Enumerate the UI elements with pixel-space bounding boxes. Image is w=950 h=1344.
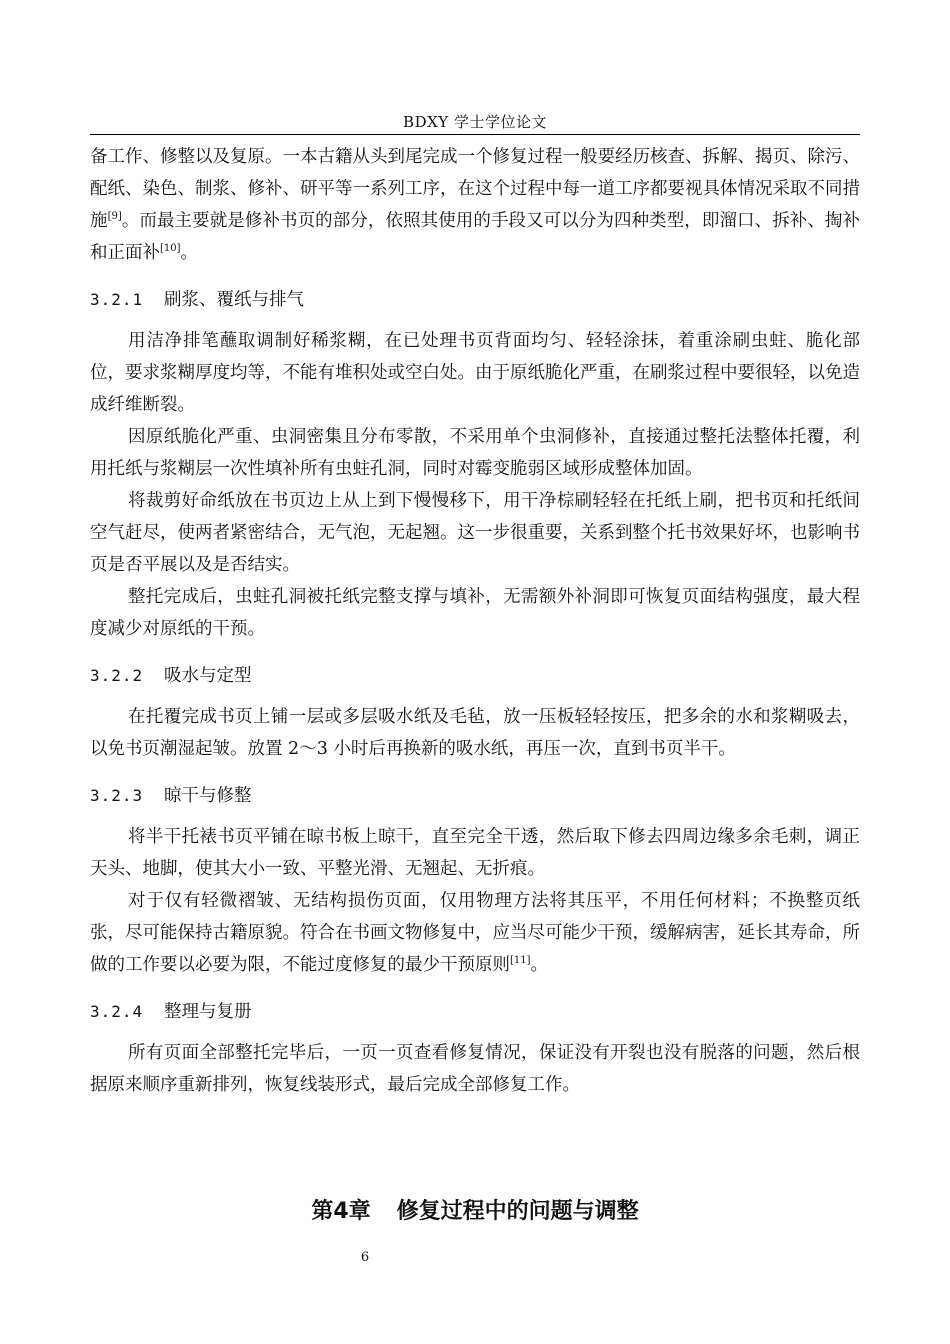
section-heading-3-2-3: [90, 785, 860, 807]
section-heading-3-2-1: [90, 289, 860, 311]
paragraph: 将裁剪好命纸放在书页边上从上到下慢慢移下，用干净棕刷轻轻在托纸上刷，把书页和托纸间空气赶尽，使两者紧密结合，无气泡，无起翘。这一步很重要，关系到整个托书效果好坏，也影响书页是否平展以及是否结实。: [90, 491, 860, 575]
spacer: [90, 645, 860, 665]
section-title: 吸水与定型: [164, 666, 252, 686]
paragraph-end: 。: [530, 955, 549, 975]
running-header: BDXY 学士学位论文: [403, 113, 547, 131]
section-number: 3.2.3: [90, 786, 144, 805]
header-rule: [90, 134, 860, 135]
intro-text-part1: 备工作、修整以及复原。一本古籍从头到尾完成一个修复过程一般要经历核查、拆解、揭页、除污、配纸、染色、制浆、修补、研平等一系列工序，在这个过程中每一道工序都要视具体情况采取不同措施: [90, 147, 860, 231]
paragraph-with-citation: [90, 885, 860, 981]
spacer: [90, 807, 860, 821]
paragraph: 在托覆完成书页上铺一层或多层吸水纸及毛毡，放一压板轻轻按压，把多余的水和浆糊吸去，以免书页潮湿起皱。放置 2～3 小时后再换新的吸水纸，再压一次，直到书页半干。: [90, 707, 860, 759]
spacer: [90, 269, 860, 289]
section-heading-3-2-2: [90, 665, 860, 687]
paragraph: 用洁净排笔蘸取调制好稀浆糊，在已处理书页背面均匀、轻轻涂抹，着重涂刷虫蛀、脆化部位，要求浆糊厚度均等，不能有堆积处或空白处。由于原纸脆化严重，在刷浆过程中要很轻，以免造成纤维断裂。: [90, 331, 860, 415]
spacer: [90, 1023, 860, 1037]
section-title: 刷浆、覆纸与排气: [164, 290, 304, 310]
chapter-heading: [90, 1198, 860, 1226]
spacer: [90, 765, 860, 785]
paragraph: 因原纸脆化严重、虫洞密集且分布零散，不采用单个虫洞修补，直接通过整托法整体托覆，利用托纸与浆糊层一次性填补所有虫蛀孔洞，同时对霉变脆弱区域形成整体加固。: [90, 427, 860, 479]
section-title: 整理与复册: [164, 1002, 252, 1022]
paragraph: 整托完成后，虫蛀孔洞被托纸完整支撑与填补，无需额外补洞即可恢复页面结构强度，最大程度减少对原纸的干预。: [90, 587, 860, 639]
spacer: [90, 981, 860, 1001]
intro-text-part3: 。: [180, 243, 199, 263]
section-heading-3-2-4: [90, 1001, 860, 1023]
section-number: 3.2.2: [90, 666, 144, 685]
chapter-number: 第4章: [311, 1199, 371, 1225]
paragraph-text: 对于仅有轻微褶皱、无结构损伤页面，仅用物理方法将其压平，不用任何材料；不换整页纸张，尽可能保持古籍原貌。符合在书画文物修复中，应当尽可能少干预，缓解病害，延长其寿命，所做的工作要以必要为限，不能过度修复的最少干预原则: [90, 891, 860, 975]
citation-10[interactable]: [10]: [160, 243, 181, 254]
body-text: [90, 141, 860, 1101]
spacer: [90, 311, 860, 325]
citation-9[interactable]: [9]: [107, 211, 122, 222]
paragraph: 将半干托裱书页平铺在晾书板上晾干，直至完全干透，然后取下修去四周边缘多余毛刺，调正天头、地脚，使其大小一致、平整光滑、无翘起、无折痕。: [90, 827, 860, 879]
intro-text-part2: 。而最主要就是修补书页的部分，依照其使用的手段又可以分为四种类型，即溜口、拆补、掏补和正面补: [90, 211, 860, 263]
paragraph: 所有页面全部整托完毕后，一页一页查看修复情况，保证没有开裂也没有脱落的问题，然后根据原来顺序重新排列，恢复线装形式，最后完成全部修复工作。: [90, 1043, 860, 1095]
chapter-title: 修复过程中的问题与调整: [396, 1199, 639, 1225]
citation-11[interactable]: [11]: [510, 955, 531, 966]
spacer: [90, 687, 860, 701]
section-number: 3.2.1: [90, 290, 144, 309]
section-number: 3.2.4: [90, 1002, 144, 1021]
intro-paragraph: [90, 141, 860, 269]
page-number: 6: [360, 1250, 370, 1265]
section-title: 晾干与修整: [164, 786, 252, 806]
